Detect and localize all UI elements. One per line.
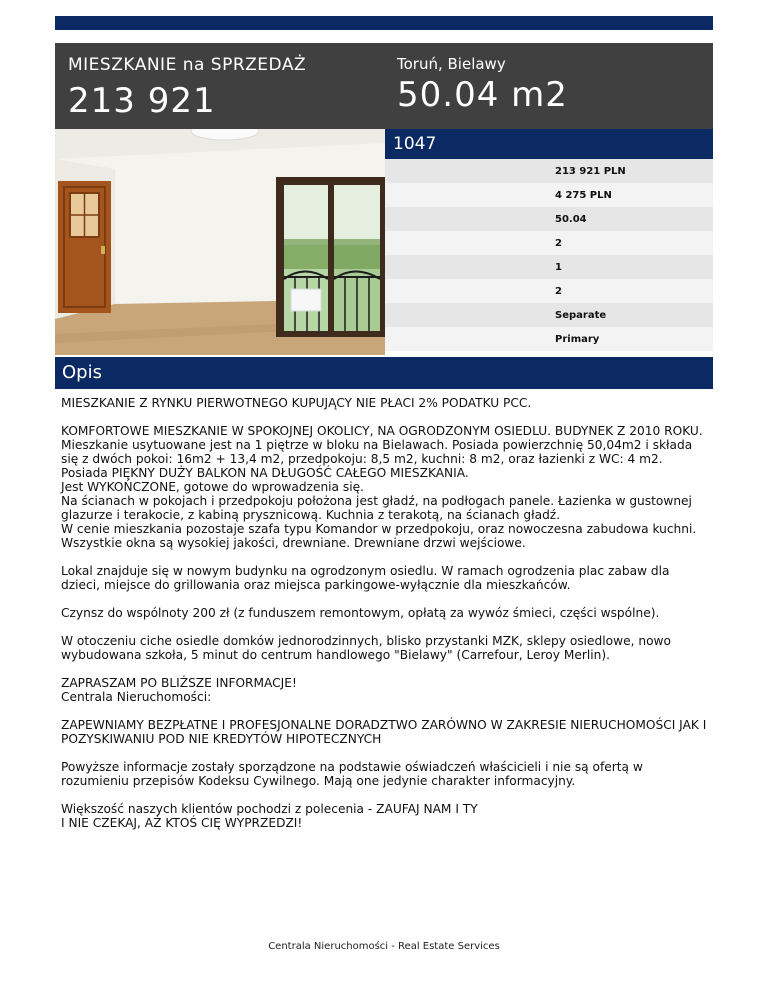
spec-row-rooms [385,231,713,255]
description-paragraph: MIESZKANIE Z RYNKU PIERWOTNEGO KUPUJĄCY NIE PŁACI 2% PODATKU PCC. [61,396,532,410]
description-heading: Opis [62,362,102,383]
spec-row-price [385,159,713,183]
description-paragraph: ZAPEWNIAMY BEZPŁATNE I PROFESJONALNE DORADZTWO ZARÓWNO W ZAKRESIE NIERUCHOMOŚCI JAK I POZYSKIWANIU POD NIE KREDYTÓW HIPOTECZNYCH [61,718,707,746]
spec-row-price-per-m2 [385,183,713,207]
spec-table [385,159,713,351]
spec-value: 2 [555,285,562,297]
spec-value: 1 [555,261,562,273]
page-footer: Centrala Nieruchomości - Real Estate Services [268,941,500,952]
spec-value: 213 921 PLN [555,165,626,177]
description-paragraph: Powyższe informacje zostały sporządzone na podstawie oświadczeń właścicieli i nie są ofertą w rozumieniu przepisów Kodeksu Cywilnego. Mają one jedynie charakter informacyjny. [61,760,643,788]
spec-value: Separate [555,309,607,321]
listing-area: 50.04 m2 [397,75,568,115]
property-photo [55,129,385,355]
listing-price: 213 921 [68,81,216,121]
spec-value: 50.04 [555,213,587,225]
description-paragraph: Większość naszych klientów pochodzi z polecenia - ZAUFAJ NAM I TY I NIE CZEKAJ, AŻ KTOŚ CIĘ WYPRZEDZI! [61,802,478,830]
spec-value: Primary [555,333,600,345]
spec-value: 2 [555,237,562,249]
spec-row-floors-total [385,279,713,303]
listing-id: 1047 [393,134,437,154]
listing-id-bar [385,129,713,159]
spec-row-floor [385,255,713,279]
description-heading-bar [55,357,713,389]
spec-row-area [385,207,713,231]
description-paragraph: Lokal znajduje się w nowym budynku na ogrodzonym osiedlu. W ramach ogrodzenia plac zabaw dla dzieci, miejsce do grillowania oraz miejsca parkingowe-wyłącznie dla mieszkańców. [61,564,670,592]
description-paragraph: W otoczeniu ciche osiedle domków jednorodzinnych, blisko przystanki MZK, sklepy osiedlowe, nowo wybudowana szkoła, 5 minut do centrum handlowego "Bielawy" (Carrefour, Leroy Merlin). [61,634,671,662]
description-paragraph: KOMFORTOWE MIESZKANIE W SPOKOJNEJ OKOLICY, NA OGRODZONYM OSIEDLU. BUDYNEK Z 2010 ROKU. Mieszkanie usytuowane jest na 1 piętrze w bloku na Bielawach. Posiada powierzchnię 50,04m2 i składa się z dwóch pokoi: 16m2 + 13,4 m2, przedpokoju: 8,5 m2, kuchni: 8 m2, oraz łazienki z WC: 4 m2. Posiada PIĘKNY DUŻY BALKON NA DŁUGOŚĆ CAŁEGO MIESZKANIA. Jest WYKOŃCZONE, gotowe do wprowadzenia się. Na ścianach w pokojach i przedpokoju położona jest gładź, na podłogach panele. Łazienka w gustownej glazurze i terakocie, z kabiną prysznicową. Kuchnia z terakotą, na ścianach gładź. W cenie mieszkania pozostaje szafa typu Komandor w przedpokoju, oraz nowoczesna zabudowa kuchni. Wszystkie okna są wysokiej jakości, drewniane. Drewniane drzwi wejściowe. [61,424,703,550]
listing-header [55,43,713,129]
description-paragraph: Czynsz do wspólnoty 200 zł (z funduszem remontowym, opłatą za wywóz śmieci, części wspólne). [61,606,660,620]
top-accent-bar [55,16,713,30]
description-body [61,396,711,844]
listing-location: Toruń, Bielawy [397,55,506,73]
description-paragraph: ZAPRASZAM PO BLIŻSZE INFORMACJE! Centrala Nieruchomości: [61,676,297,704]
spec-value: 4 275 PLN [555,189,612,201]
spec-row-kitchen [385,303,713,327]
listing-type: MIESZKANIE na SPRZEDAŻ [68,55,307,75]
spec-row-market [385,327,713,351]
